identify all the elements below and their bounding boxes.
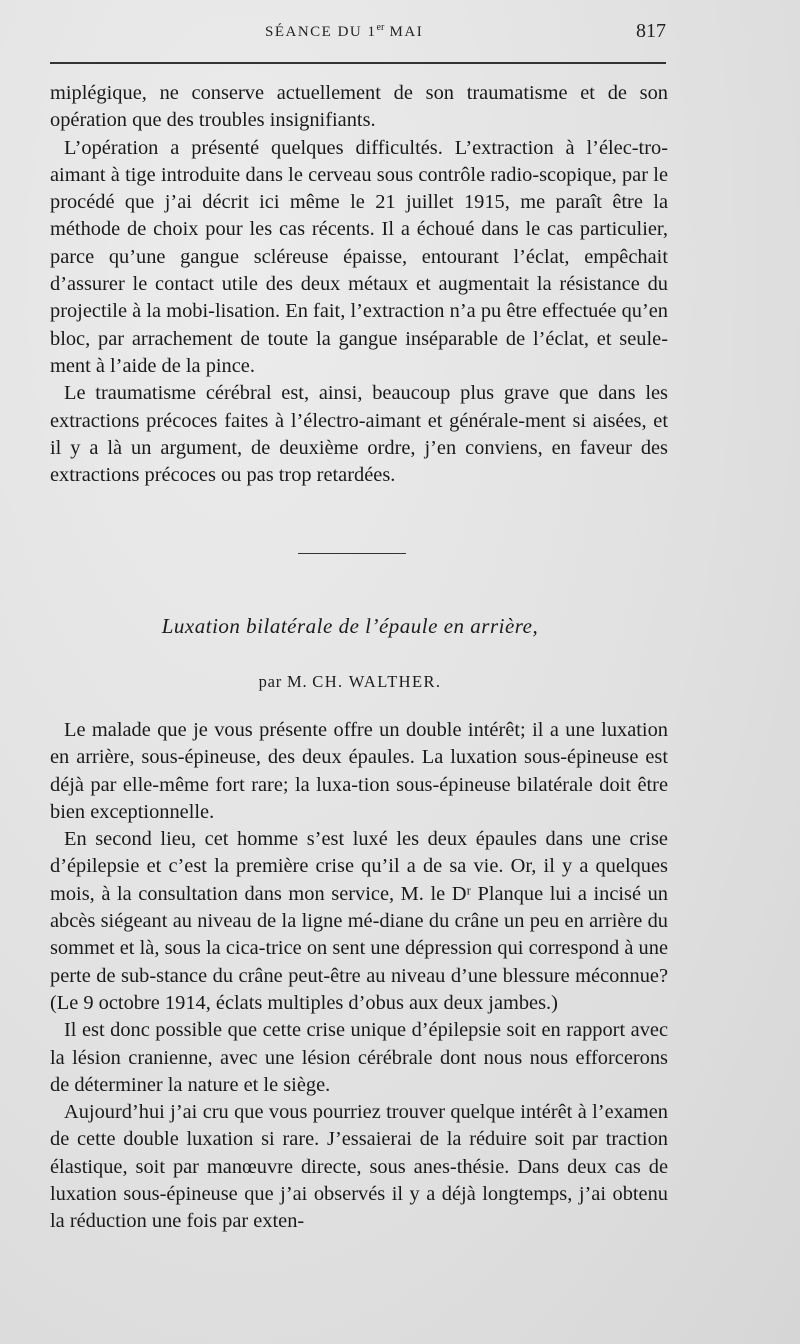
section-divider: [298, 553, 406, 554]
paragraph: Le traumatisme cérébral est, ainsi, beaucoup plus grave que dans les extractions précoces faites à l’électro-aimant et générale-ment si aisées, et il y a là un argument, de deuxième ordre, j’en conviens, en faveur des extractions précoces ou pas trop retardées.: [50, 382, 668, 487]
running-head: [50, 22, 666, 46]
paragraph: En second lieu, cet homme s’est luxé les deux épaules dans une crise d’épilepsie et c’est la première crise qu’il a de sa vie. Or, il y a quelques mois, à la consultation dans mon service, M. le Dʳ Planque lui a incisé un abcès siégeant au niveau de la ligne mé-diane du crâne un peu en arrière du sommet et là, sous la cica-trice on sent une dépression qui correspond à une perte de sub-stance du crâne peut-être au niveau d’une blessure méconnue? (Le 9 octobre 1914, éclats multiples d’obus aux deux jambes.): [50, 828, 668, 1014]
running-head-title: SÉANCE DU 1er MAI: [265, 22, 424, 40]
author-name: CH. WALTHER.: [312, 672, 442, 691]
paragraph: miplégique, ne conserve actuellement de son traumatisme et de son opération que des troubles insignifiants.: [50, 82, 668, 132]
paragraph: L’opération a présenté quelques difficultés. L’extraction à l’élec-tro-aimant à tige introduite dans le cerveau sous contrôle radio-scopique, par le procédé que j’ai décrit ici même le 21 juillet 1915, me paraît être la méthode de choix pour les cas récents. Il a échoué dans le cas particulier, parce qu’une gangue scléreuse épaisse, entourant l’éclat, empêchait d’assurer le contact utile des deux métaux et augmentait la résistance du projectile à la mobi-lisation. En fait, l’extraction n’a pu être effectuée qu’en bloc, par arrachement de toute la gangue inséparable de l’éclat, et seule-ment à l’aide de la pince.: [50, 136, 668, 377]
page-number: 817: [636, 20, 666, 42]
byline: [0, 672, 700, 692]
section1-text: [50, 80, 668, 489]
section2-text: [50, 717, 668, 1236]
paragraph: Aujourd’hui j’ai cru que vous pourriez trouver quelque intérêt à l’examen de cette double luxation si rare. J’essaierai de la réduire soit par traction élastique, soit par manœuvre directe, sous anes-thésie. Dans deux cas de luxation sous-épineuse que j’ai observés il y a déjà longtemps, j’ai obtenu la réduction une fois par exten-: [50, 1101, 668, 1233]
byline-prefix: par M.: [258, 672, 313, 691]
article-title: Luxation bilatérale de l’épaule en arrière,: [161, 614, 539, 638]
paragraph: Il est donc possible que cette crise unique d’épilepsie soit en rapport avec la lésion cranienne, avec une lésion cérébrale dont nous nous efforcerons de déterminer la nature et le siège.: [50, 1019, 668, 1096]
paragraph: Le malade que je vous présente offre un double intérêt; il a une luxation en arrière, sous-épineuse, des deux épaules. La luxation sous-épineuse est déjà par elle-même fort rare; la luxa-tion sous-épineuse bilatérale doit être bien exceptionnelle.: [50, 719, 668, 823]
header-rule: [50, 62, 666, 64]
